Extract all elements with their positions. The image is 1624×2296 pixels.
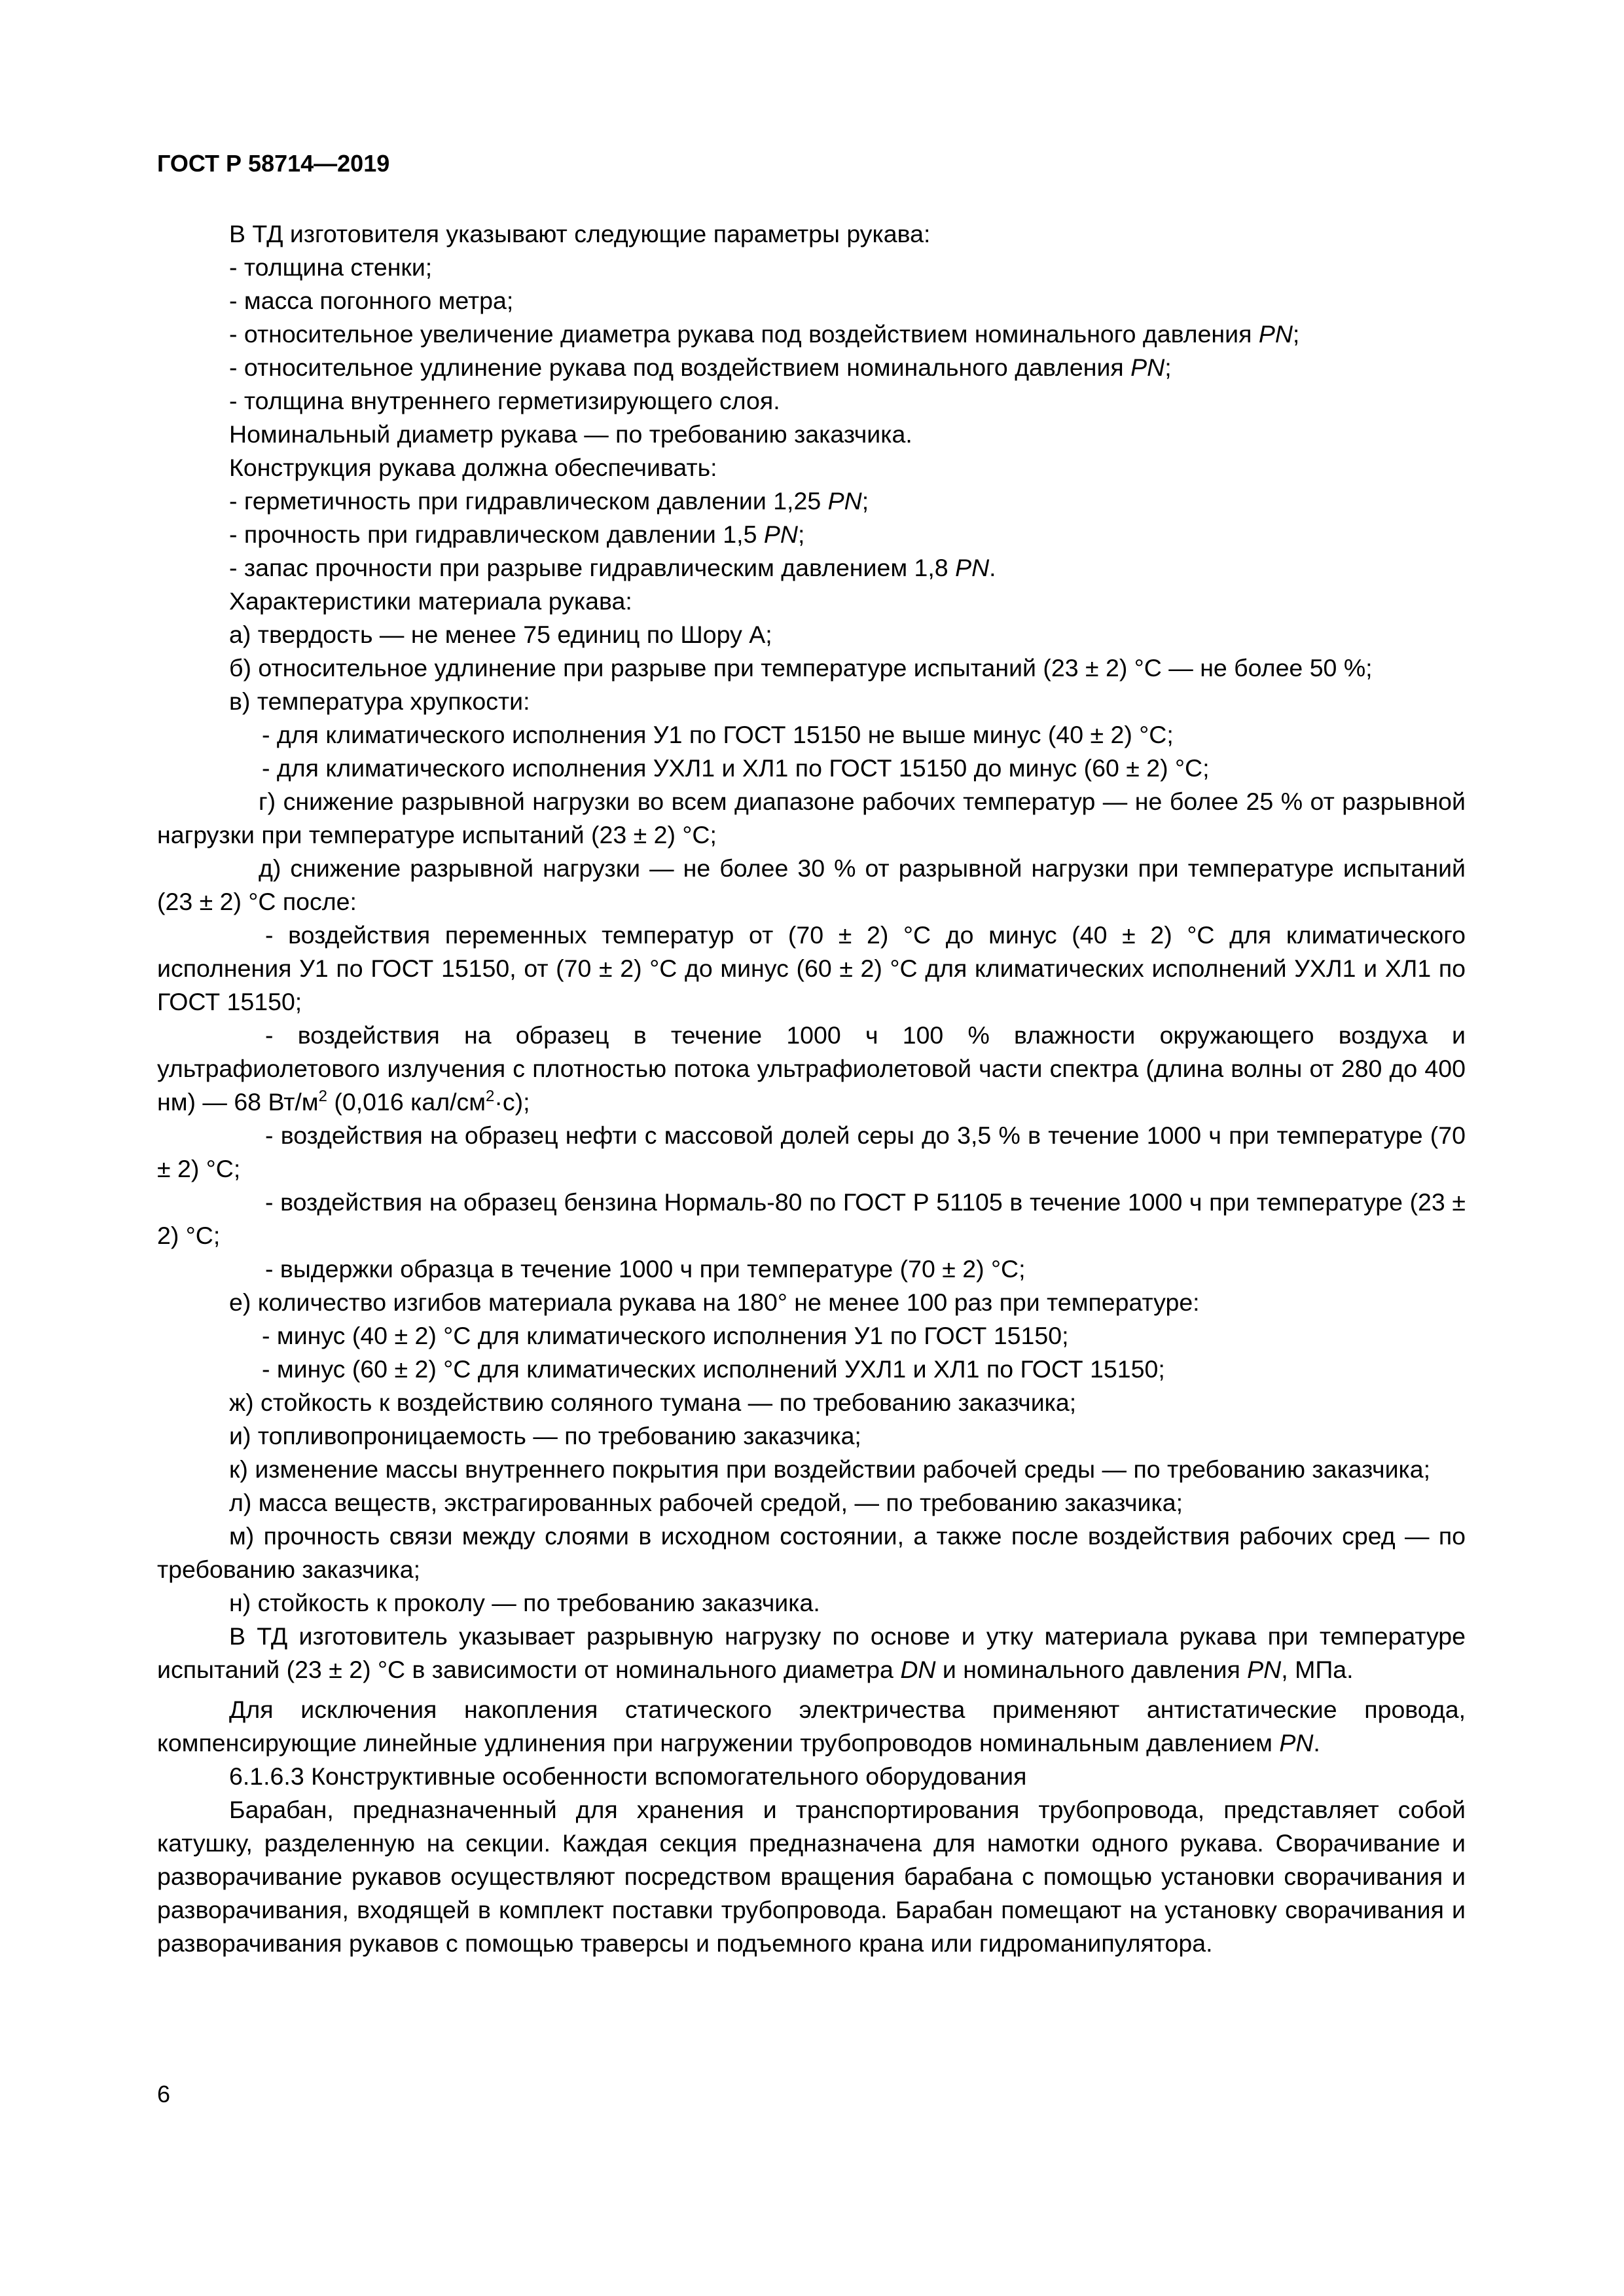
list-item: - воздействия на образец бензина Нормаль-80 по ГОСТ Р 51105 в течение 1000 ч при температуре (23 ± 2) °С; xyxy=(157,1188,1466,1249)
list-item: - минус (60 ± 2) °С для климатических исполнений УХЛ1 и ХЛ1 по ГОСТ 15150; xyxy=(262,1355,1165,1383)
paragraph: Барабан, предназначенный для хранения и транспортирования трубопровода, представляет собой катушку, разделенную на секции. Каждая секция предназначена для намотки одного рукава. Сворачивание и разворачивание рукавов осуществляют посредством вращения барабана с помощью установки сворачивания и разворачивания, входящей в комплект поставки трубопровода. Барабан помещают на установку сворачивания и разворачивания рукавов с помощью траверсы и подъемного крана или гидроманипулятора. xyxy=(157,1796,1466,1957)
list-item: - воздействия переменных температур от (70 ± 2) °С до минус (40 ± 2) °С для климатического исполнения У1 по ГОСТ 15150, от (70 ± 2) °С до минус (60 ± 2) °С для климатических исполнений УХЛ1 и ХЛ1 по ГОСТ 15150; xyxy=(157,921,1466,1015)
list-item: н) стойкость к проколу — по требованию заказчика. xyxy=(229,1589,820,1616)
list-item: - запас прочности при разрыве гидравлическим давлением 1,8 PN. xyxy=(229,554,996,581)
paragraph: Конструкция рукава должна обеспечивать: xyxy=(229,454,717,481)
list-item: - герметичность при гидравлическом давлении 1,25 PN; xyxy=(229,487,869,515)
list-item: г) снижение разрывной нагрузки во всем диапазоне рабочих температур — не более 25 % от разрывной нагрузки при температуре испытаний (23 ± 2) °С; xyxy=(157,788,1466,848)
list-item: - для климатического исполнения У1 по ГОСТ 15150 не выше минус (40 ± 2) °С; xyxy=(262,721,1174,748)
list-item: - прочность при гидравлическом давлении 1,5 PN; xyxy=(229,520,805,548)
paragraph: Характеристики материала рукава: xyxy=(229,587,632,615)
paragraph: Для исключения накопления статического электричества применяют антистатические провода, компенсирующие линейные удлинения при нагружении трубопроводов номинальным давлением PN. xyxy=(157,1696,1466,1757)
list-item: - толщина стенки; xyxy=(229,253,433,281)
list-item: в) температура хрупкости: xyxy=(229,687,530,715)
list-item: - воздействия на образец в течение 1000 ч 100 % влажности окружающего воздуха и ультрафиолетового излучения с плотностью потока ультрафиолетовой части спектра (длина волны от 280 до 400 нм) — 68 $Вт/м^2$ (0,016 кал/$см^2\cdot с$); xyxy=(157,1021,1466,1116)
list-item: к) изменение массы внутреннего покрытия при воздействии рабочей среды — по требованию заказчика; xyxy=(229,1455,1431,1483)
section-heading: 6.1.6.3 Конструктивные особенности вспомогательного оборудования xyxy=(229,1762,1027,1790)
list-item: - масса погонного метра; xyxy=(229,287,514,314)
list-item: д) снижение разрывной нагрузки — не более 30 % от разрывной нагрузки при температуре испытаний (23 ± 2) °С после: xyxy=(157,854,1466,915)
list-item: м) прочность связи между слоями в исходном состоянии, а также после воздействия рабочих сред — по требованию заказчика; xyxy=(157,1522,1466,1583)
list-item: - воздействия на образец нефти с массовой долей серы до 3,5 % в течение 1000 ч при температуре (70 ± 2) °С; xyxy=(157,1121,1466,1182)
list-item: - толщина внутреннего герметизирующего слоя. xyxy=(229,387,780,414)
paragraph: Номинальный диаметр рукава — по требованию заказчика. xyxy=(229,420,912,448)
list-item: - минус (40 ± 2) °С для климатического исполнения У1 по ГОСТ 15150; xyxy=(262,1322,1069,1349)
paragraph: В ТД изготовителя указывают следующие параметры рукава: xyxy=(229,220,931,247)
document-body xyxy=(157,217,1466,1960)
list-item: б) относительное удлинение при разрыве при температуре испытаний (23 ± 2) °С — не более 50 %; xyxy=(229,654,1373,682)
paragraph: В ТД изготовитель указывает разрывную нагрузку по основе и утку материала рукава при температуре испытаний (23 ± 2) °С в зависимости от номинального диаметра DN и номинального давления PN, МПа. xyxy=(157,1622,1466,1683)
list-item: а) твердость — не менее 75 единиц по Шору А; xyxy=(229,621,772,648)
list-item: и) топливопроницаемость — по требованию заказчика; xyxy=(229,1422,861,1449)
list-item: - для климатического исполнения УХЛ1 и ХЛ1 по ГОСТ 15150 до минус (60 ± 2) °С; xyxy=(262,754,1210,782)
list-item: е) количество изгибов материала рукава на 180° не менее 100 раз при температуре: xyxy=(229,1288,1200,1316)
document-header: ГОСТ Р 58714—2019 xyxy=(157,150,390,177)
list-item: - относительное увеличение диаметра рукава под воздействием номинального давления PN; xyxy=(229,320,1300,348)
list-item: - выдержки образца в течение 1000 ч при температуре (70 ± 2) °С; xyxy=(265,1255,1026,1283)
list-item: - относительное удлинение рукава под воздействием номинального давления PN; xyxy=(229,354,1172,381)
list-item: л) масса веществ, экстрагированных рабочей средой, — по требованию заказчика; xyxy=(229,1489,1183,1516)
list-item: ж) стойкость к воздействию соляного тумана — по требованию заказчика; xyxy=(229,1389,1077,1416)
page-number: 6 xyxy=(157,2081,171,2107)
